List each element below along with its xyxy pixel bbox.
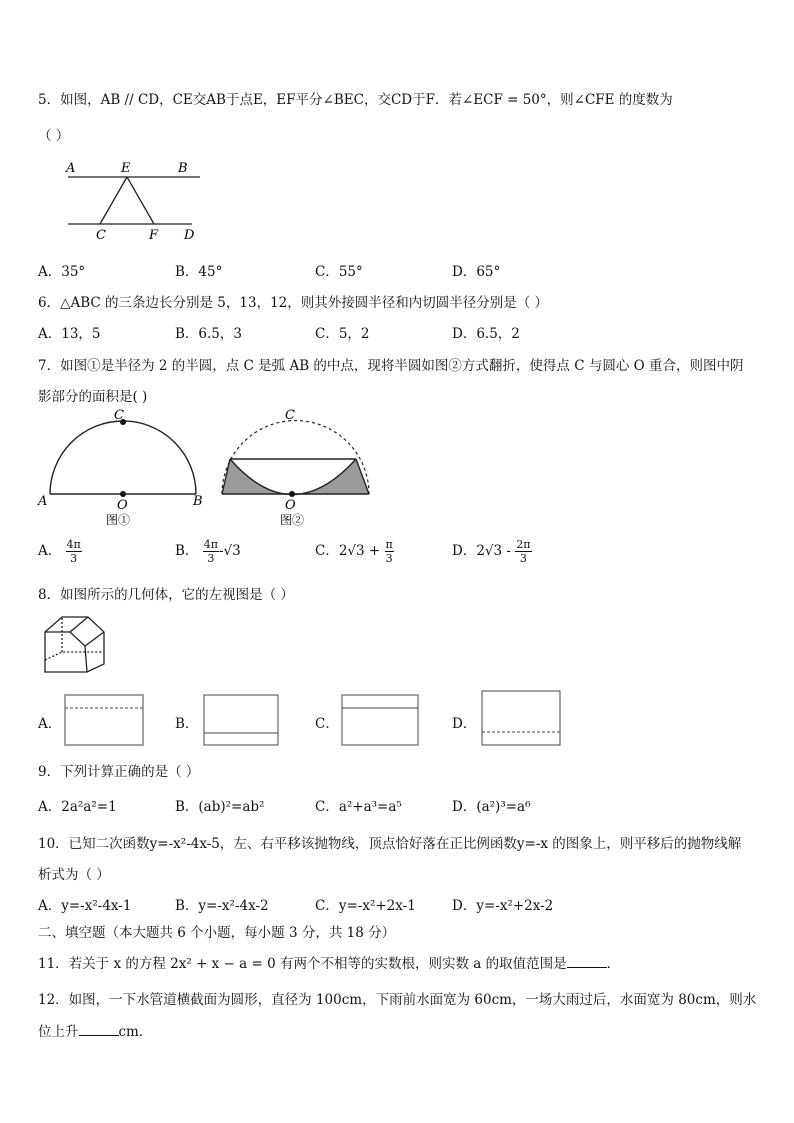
- q7-figure-1: [36, 405, 208, 530]
- q6-stem: 6．△ABC 的三条边长分别是 5，13，12，则其外接圆半径和内切圆半径分别是（ ）: [38, 295, 549, 311]
- q8-option-c[interactable]: C．: [315, 716, 339, 732]
- q6-option-d[interactable]: D．6.5，2: [452, 326, 520, 342]
- q5-stem: 5．如图，AB // CD，CE交AB于点E，EF平分∠BEC，交CD于F．若∠ECF = 50°，则∠CFE 的度数为: [38, 92, 673, 108]
- q5-label-a: A: [66, 161, 76, 176]
- q7-figure-2: [212, 405, 377, 530]
- q6-option-b[interactable]: B．6.5，3: [175, 326, 242, 342]
- q8-option-c-view[interactable]: [341, 694, 421, 748]
- q7-fig2-label-c: C: [285, 408, 295, 423]
- q7-option-b[interactable]: B． $\frac{4\pi}{3}$ -√3: [175, 538, 241, 565]
- q10-option-c[interactable]: C．y=-x²+2x-1: [315, 898, 416, 914]
- q5-label-e: E: [121, 161, 131, 176]
- q10-option-a[interactable]: A．y=-x²-4x-1: [38, 898, 132, 914]
- q8-option-a[interactable]: A．: [38, 716, 62, 732]
- q7-fig1-caption: 图①: [106, 513, 131, 527]
- q5-label-c: C: [96, 228, 106, 243]
- q12-answer-blank[interactable]: [79, 1023, 119, 1036]
- q7-option-a-fraction: $\frac{4\pi}{3}$: [66, 538, 81, 565]
- q12-stem-line2: 位上升 cm．: [38, 1024, 153, 1040]
- q5-figure: [60, 155, 210, 245]
- q5-paren: （ ）: [38, 128, 70, 144]
- q12-stem-line1: 12．如图，一下水管道横截面为圆形，直径为 100cm，下雨前水面宽为 60cm，一场大雨过后，水面宽为 80cm，则水: [38, 992, 757, 1008]
- q7-fig2-caption: 图②: [280, 513, 305, 527]
- q10-stem-line2: 析式为（ ）: [38, 867, 110, 883]
- q7-fig1-label-c: C: [114, 408, 124, 423]
- q9-option-a[interactable]: A．2a²a²=1: [38, 799, 117, 815]
- q11-stem: 11．若关于 x 的方程 2x² + x − a = 0 有两个不相等的实数根，则实数 a 的取值范围是 ．: [38, 956, 621, 972]
- q8-stem: 8．如图所示的几何体，它的左视图是（ ）: [38, 587, 294, 603]
- q7-stem-line2: 影部分的面积是( ): [38, 389, 148, 405]
- q10-option-b[interactable]: B．y=-x²-4x-2: [175, 898, 269, 914]
- q7-fig1-label-a: A: [38, 494, 48, 509]
- q10-option-d[interactable]: D．y=-x²+2x-2: [452, 898, 554, 914]
- q5-label-d: D: [184, 228, 195, 243]
- q6-option-a[interactable]: A．13，5: [38, 326, 101, 342]
- q8-option-a-view[interactable]: [64, 694, 146, 748]
- q7-fig1-label-b: B: [193, 494, 203, 509]
- q5-option-c[interactable]: C．55°: [315, 264, 363, 280]
- q6-option-c[interactable]: C．5，2: [315, 326, 370, 342]
- q7-option-d[interactable]: D．2√3 - $\frac{2\pi}{3}$: [452, 538, 531, 565]
- q7-option-a[interactable]: A． $\frac{4\pi}{3}$: [38, 538, 81, 565]
- section-heading-fill-in: 二、填空题（本大题共 6 个小题，每小题 3 分，共 18 分）: [38, 925, 396, 941]
- q5-label-b: B: [178, 161, 188, 176]
- q7-fig2-label-o: O: [285, 498, 296, 513]
- q9-option-b[interactable]: B．(ab)²=ab²: [175, 799, 265, 815]
- q5-option-b[interactable]: B．45°: [175, 264, 223, 280]
- q7-option-b-fraction: $\frac{4\pi}{3}$: [203, 538, 218, 565]
- q5-option-d[interactable]: D．65°: [452, 264, 501, 280]
- q8-option-d[interactable]: D．: [452, 716, 477, 732]
- q7-option-c-fraction: $\frac{\pi}{3}$: [385, 538, 393, 565]
- q9-option-c[interactable]: C．a²+a³=a⁵: [315, 799, 402, 815]
- q9-stem: 9．下列计算正确的是（ ）: [38, 764, 200, 780]
- q7-option-c[interactable]: C．2√3 + $\frac{\pi}{3}$: [315, 538, 393, 565]
- q5-option-a[interactable]: A．35°: [38, 264, 86, 280]
- q8-option-b[interactable]: B．: [175, 716, 199, 732]
- q8-option-b-view[interactable]: [203, 694, 281, 748]
- q9-option-d[interactable]: D．(a²)³=a⁶: [452, 799, 531, 815]
- q8-solid-figure: [40, 612, 110, 674]
- q5-label-f: F: [149, 228, 159, 243]
- q11-answer-blank[interactable]: [567, 955, 607, 968]
- q7-fig1-label-o: O: [117, 498, 128, 513]
- q10-stem-line1: 10．已知二次函数y=-x²-4x-5，左、右平移该抛物线，顶点恰好落在正比例函数y=-x 的图象上，则平移后的抛物线解: [38, 836, 742, 852]
- q8-option-d-view[interactable]: [481, 690, 563, 748]
- q7-option-d-fraction: $\frac{2\pi}{3}$: [516, 538, 531, 565]
- q7-stem-line1: 7．如图①是半径为 2 的半圆，点 C 是弧 AB 的中点，现将半圆如图②方式翻折，使得点 C 与圆心 O 重合，则图中阴: [38, 358, 744, 374]
